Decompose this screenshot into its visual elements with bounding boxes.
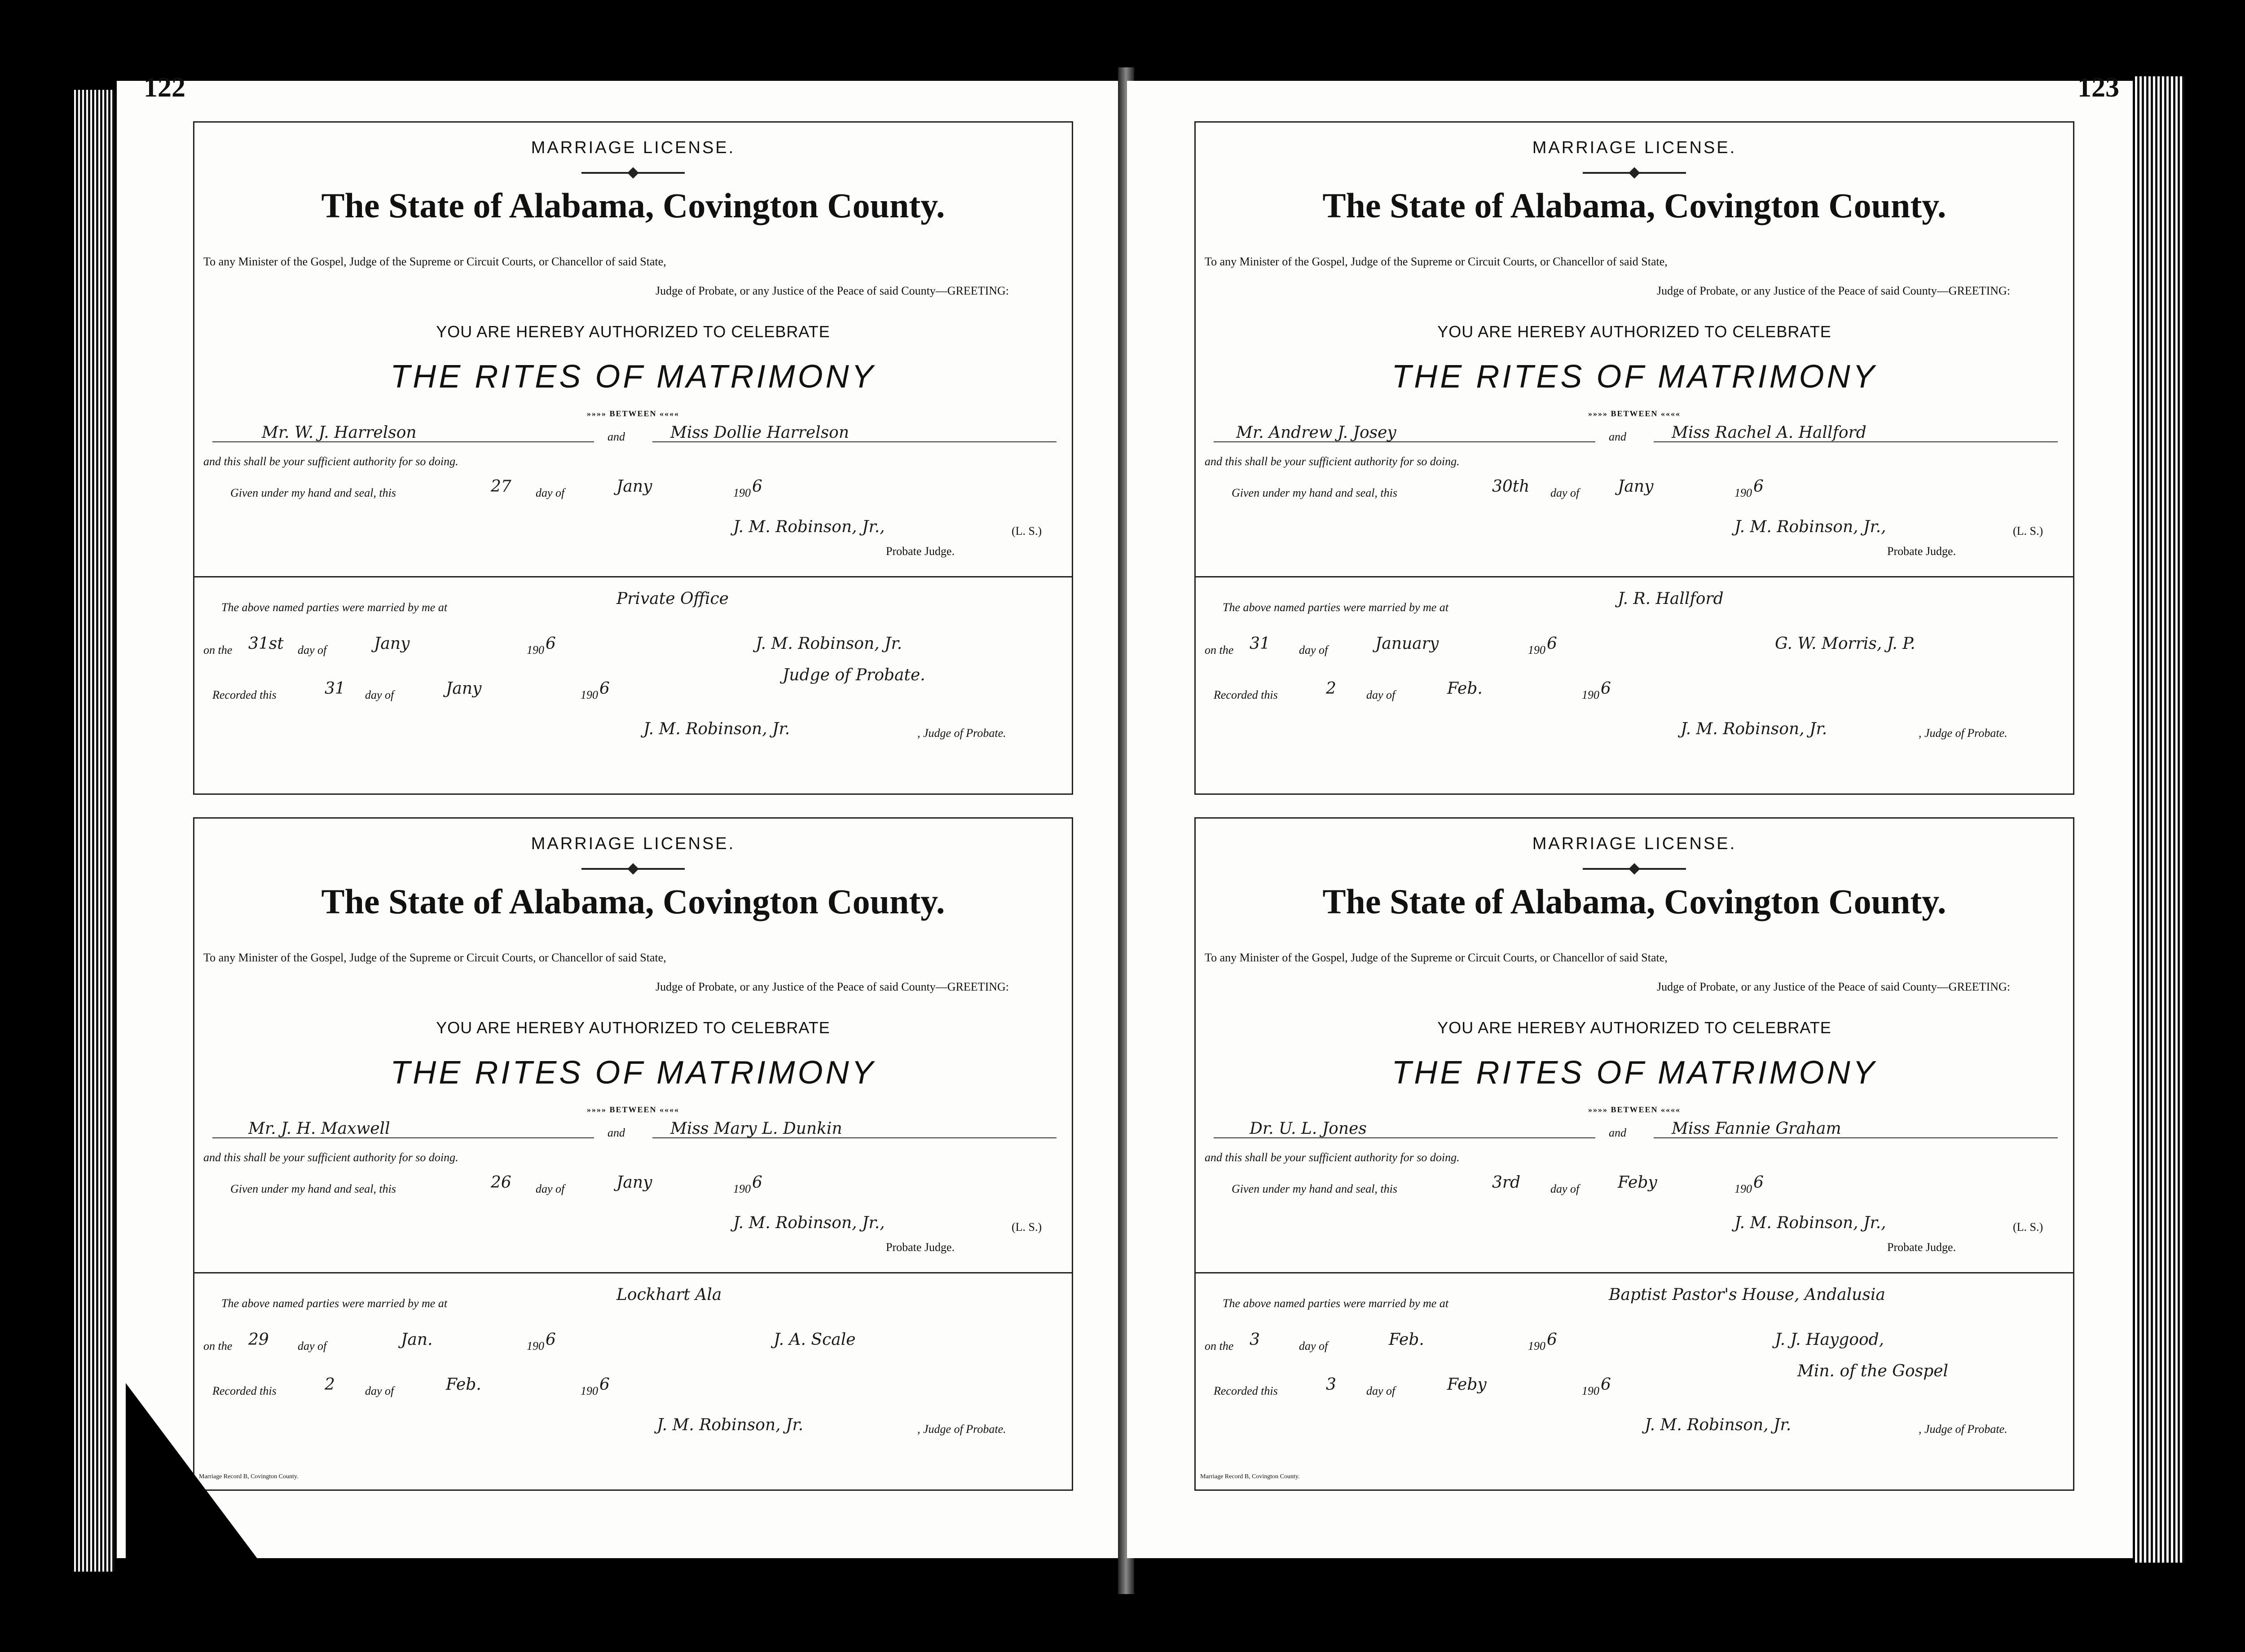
license-address-line1: To any Minister of the Gospel, Judge of the Supreme or Circuit Courts, or Chancellor of said State, — [203, 951, 666, 964]
married-year: 6 — [1547, 1330, 1557, 1349]
license-authorized: YOU ARE HEREBY AUTHORIZED TO CELEBRATE — [436, 322, 830, 341]
and-label: and — [1609, 1126, 1626, 1139]
bride-name: Miss Dollie Harrelson — [670, 423, 850, 442]
recorded-signature: J. M. Robinson, Jr. — [1645, 1416, 1792, 1434]
married-day: 3 — [1250, 1330, 1260, 1349]
judge-signature: J. M. Robinson, Jr., — [1734, 1214, 1886, 1232]
bride-name: Miss Mary L. Dunkin — [670, 1119, 842, 1138]
license-state-title: The State of Alabama, Covington County. — [1322, 186, 1946, 225]
record-footer: Marriage Record B, Covington County. — [199, 1473, 299, 1480]
recorded-year: 6 — [1601, 679, 1611, 698]
year-prefix: 190 — [1734, 486, 1752, 499]
recorded-signature: J. M. Robinson, Jr. — [643, 720, 790, 738]
license-between: »»»» BETWEEN «««« — [194, 409, 1072, 419]
groom-name: Mr. Andrew J. Josey — [1236, 423, 1396, 442]
given-day: 26 — [491, 1173, 511, 1192]
marriage-license-2 — [1194, 121, 2074, 795]
license-address-line1: To any Minister of the Gospel, Judge of the Supreme or Circuit Courts, or Chancellor of said State, — [1205, 951, 1668, 964]
day-of-label: day of — [536, 1182, 565, 1195]
recorded-day: 3 — [1326, 1375, 1336, 1394]
recorded-month: Feb. — [446, 1375, 481, 1394]
married-by-label: The above named parties were married by me at — [221, 1297, 448, 1310]
page-number-left: 122 — [144, 72, 185, 103]
day-of-label: day of — [1299, 643, 1328, 656]
book-page-edges-right — [2135, 76, 2184, 1563]
on-the-label: on the — [1205, 643, 1234, 656]
given-year: 6 — [752, 1173, 762, 1192]
license-heading: MARRIAGE LICENSE. — [531, 834, 735, 853]
on-the-label: on the — [203, 643, 233, 656]
license-address-line2: Judge of Probate, or any Justice of the Peace of said County—GREETING: — [655, 980, 1009, 993]
year-prefix: 190 — [733, 486, 751, 499]
officiant-name: J. M. Robinson, Jr. — [756, 634, 902, 653]
given-month: Jany — [616, 1173, 652, 1192]
recorded-signature: J. M. Robinson, Jr. — [1681, 720, 1827, 738]
married-place: J. R. Hallford — [1618, 590, 1724, 608]
groom-name: Mr. W. J. Harrelson — [262, 423, 417, 442]
day-of-label: day of — [1366, 1384, 1395, 1397]
given-label: Given under my hand and seal, this — [230, 486, 396, 499]
authority-text: and this shall be your sufficient authority for so doing. — [203, 455, 458, 468]
married-year: 6 — [546, 634, 556, 653]
given-day: 30th — [1492, 477, 1530, 496]
year-prefix: 190 — [1528, 1339, 1545, 1352]
recorded-label: Recorded this — [1214, 688, 1278, 701]
ls-label: (L. S.) — [2013, 524, 2043, 537]
license-between: »»»» BETWEEN «««« — [1196, 1105, 2073, 1115]
section-divider — [194, 576, 1072, 577]
license-between: »»»» BETWEEN «««« — [1196, 409, 2073, 419]
married-month: Jan. — [401, 1330, 433, 1349]
given-day: 27 — [491, 477, 511, 496]
marriage-license-1 — [193, 121, 1073, 795]
day-of-label: day of — [1299, 1339, 1328, 1352]
officiant-name: G. W. Morris, J. P. — [1775, 634, 1915, 653]
section-divider — [1196, 576, 2073, 577]
authority-text: and this shall be your sufficient authority for so doing. — [1205, 1151, 1460, 1164]
license-address-line1: To any Minister of the Gospel, Judge of the Supreme or Circuit Courts, or Chancellor of said State, — [1205, 255, 1668, 268]
given-month: Jany — [616, 477, 652, 496]
married-month: Jany — [374, 634, 410, 653]
license-rites-title: THE RITES OF MATRIMONY — [1391, 1055, 1877, 1091]
recorded-day: 2 — [325, 1375, 335, 1394]
marriage-license-4 — [1194, 817, 2074, 1491]
recorded-year: 6 — [599, 1375, 610, 1394]
right-page — [1127, 72, 2133, 1558]
given-label: Given under my hand and seal, this — [230, 1182, 396, 1195]
officiant-title: Judge of Probate. — [783, 666, 925, 684]
authority-text: and this shall be your sufficient authority for so doing. — [203, 1151, 458, 1164]
recorded-year: 6 — [1601, 1375, 1611, 1394]
year-prefix: 190 — [1528, 643, 1545, 656]
given-month: Feby — [1618, 1173, 1657, 1192]
recorded-year: 6 — [599, 679, 610, 698]
married-day: 31st — [248, 634, 284, 653]
recorded-label: Recorded this — [212, 1384, 277, 1397]
page-number-right: 123 — [2078, 72, 2119, 103]
license-heading: MARRIAGE LICENSE. — [531, 138, 735, 157]
probate-judge-label: Probate Judge. — [886, 545, 955, 558]
recorded-month: Feby — [1447, 1375, 1487, 1394]
year-prefix: 190 — [581, 1384, 598, 1397]
married-place: Private Office — [616, 590, 729, 608]
license-between: »»»» BETWEEN «««« — [194, 1105, 1072, 1115]
probate-judge-label: Probate Judge. — [1887, 545, 1956, 558]
year-prefix: 190 — [733, 1182, 751, 1195]
judge-of-probate-label: , Judge of Probate. — [1919, 1423, 2007, 1436]
married-place: Lockhart Ala — [616, 1286, 722, 1304]
judge-signature: J. M. Robinson, Jr., — [1734, 518, 1886, 536]
ornament-divider — [581, 172, 685, 174]
married-place: Baptist Pastor's House, Andalusia — [1609, 1286, 1885, 1304]
license-address-line2: Judge of Probate, or any Justice of the Peace of said County—GREETING: — [1656, 980, 2010, 993]
married-year: 6 — [546, 1330, 556, 1349]
and-label: and — [607, 1126, 625, 1139]
day-of-label: day of — [365, 1384, 394, 1397]
ls-label: (L. S.) — [2013, 1220, 2043, 1233]
year-prefix: 190 — [581, 688, 598, 701]
on-the-label: on the — [1205, 1339, 1234, 1352]
judge-of-probate-label: , Judge of Probate. — [1919, 727, 2007, 740]
married-by-label: The above named parties were married by me at — [1223, 601, 1449, 614]
license-authorized: YOU ARE HEREBY AUTHORIZED TO CELEBRATE — [1437, 322, 1831, 341]
married-day: 29 — [248, 1330, 269, 1349]
license-state-title: The State of Alabama, Covington County. — [321, 186, 945, 225]
and-label: and — [1609, 430, 1626, 443]
license-address-line2: Judge of Probate, or any Justice of the Peace of said County—GREETING: — [655, 284, 1009, 297]
license-address-line1: To any Minister of the Gospel, Judge of the Supreme or Circuit Courts, or Chancellor of said State, — [203, 255, 666, 268]
recorded-month: Feb. — [1447, 679, 1483, 698]
license-rites-title: THE RITES OF MATRIMONY — [390, 359, 876, 395]
section-divider — [1196, 1272, 2073, 1273]
ls-label: (L. S.) — [1012, 1220, 1042, 1233]
judge-of-probate-label: , Judge of Probate. — [917, 727, 1006, 740]
license-rites-title: THE RITES OF MATRIMONY — [1391, 359, 1877, 395]
recorded-label: Recorded this — [212, 688, 277, 701]
year-prefix: 190 — [527, 1339, 544, 1352]
license-authorized: YOU ARE HEREBY AUTHORIZED TO CELEBRATE — [436, 1018, 830, 1037]
year-prefix: 190 — [1582, 1384, 1599, 1397]
license-address-line2: Judge of Probate, or any Justice of the Peace of said County—GREETING: — [1656, 284, 2010, 297]
bride-name: Miss Fannie Graham — [1672, 1119, 1841, 1138]
groom-name: Dr. U. L. Jones — [1250, 1119, 1367, 1138]
judge-of-probate-label: , Judge of Probate. — [917, 1423, 1006, 1436]
day-of-label: day of — [365, 688, 394, 701]
probate-judge-label: Probate Judge. — [1887, 1241, 1956, 1254]
on-the-label: on the — [203, 1339, 233, 1352]
year-prefix: 190 — [1734, 1182, 1752, 1195]
day-of-label: day of — [298, 1339, 327, 1352]
recorded-day: 31 — [325, 679, 345, 698]
given-month: Jany — [1618, 477, 1654, 496]
license-state-title: The State of Alabama, Covington County. — [1322, 882, 1946, 921]
married-by-label: The above named parties were married by me at — [1223, 1297, 1449, 1310]
married-year: 6 — [1547, 634, 1557, 653]
married-month: Feb. — [1389, 1330, 1424, 1349]
officiant-name: J. A. Scale — [774, 1330, 856, 1349]
probate-judge-label: Probate Judge. — [886, 1241, 955, 1254]
judge-signature: J. M. Robinson, Jr., — [733, 518, 885, 536]
recorded-day: 2 — [1326, 679, 1336, 698]
given-year: 6 — [752, 477, 762, 496]
license-rites-title: THE RITES OF MATRIMONY — [390, 1055, 876, 1091]
judge-signature: J. M. Robinson, Jr., — [733, 1214, 885, 1232]
officiant-name: J. J. Haygood, — [1775, 1330, 1884, 1349]
bride-name: Miss Rachel A. Hallford — [1672, 423, 1866, 442]
married-day: 31 — [1250, 634, 1270, 653]
day-of-label: day of — [298, 643, 327, 656]
license-heading: MARRIAGE LICENSE. — [1532, 834, 1737, 853]
license-authorized: YOU ARE HEREBY AUTHORIZED TO CELEBRATE — [1437, 1018, 1831, 1037]
given-day: 3rd — [1492, 1173, 1521, 1192]
recorded-signature: J. M. Robinson, Jr. — [657, 1416, 804, 1434]
and-label: and — [607, 430, 625, 443]
given-label: Given under my hand and seal, this — [1232, 486, 1398, 499]
ornament-divider — [1583, 868, 1686, 870]
year-prefix: 190 — [1582, 688, 1599, 701]
authority-text: and this shall be your sufficient authority for so doing. — [1205, 455, 1460, 468]
record-footer: Marriage Record B, Covington County. — [1200, 1473, 1300, 1480]
license-state-title: The State of Alabama, Covington County. — [321, 882, 945, 921]
married-month: January — [1375, 634, 1439, 653]
license-heading: MARRIAGE LICENSE. — [1532, 138, 1737, 157]
given-label: Given under my hand and seal, this — [1232, 1182, 1398, 1195]
married-by-label: The above named parties were married by me at — [221, 601, 448, 614]
day-of-label: day of — [1550, 486, 1580, 499]
officiant-title: Min. of the Gospel — [1797, 1362, 1949, 1380]
groom-name: Mr. J. H. Maxwell — [248, 1119, 390, 1138]
given-year: 6 — [1753, 1173, 1764, 1192]
ls-label: (L. S.) — [1012, 524, 1042, 537]
day-of-label: day of — [536, 486, 565, 499]
book-page-edges-left — [74, 90, 114, 1572]
day-of-label: day of — [1550, 1182, 1580, 1195]
ornament-divider — [1583, 172, 1686, 174]
year-prefix: 190 — [527, 643, 544, 656]
section-divider — [194, 1272, 1072, 1273]
recorded-label: Recorded this — [1214, 1384, 1278, 1397]
day-of-label: day of — [1366, 688, 1395, 701]
given-year: 6 — [1753, 477, 1764, 496]
marriage-license-3 — [193, 817, 1073, 1491]
recorded-month: Jany — [446, 679, 482, 698]
ornament-divider — [581, 868, 685, 870]
left-page — [117, 72, 1122, 1558]
